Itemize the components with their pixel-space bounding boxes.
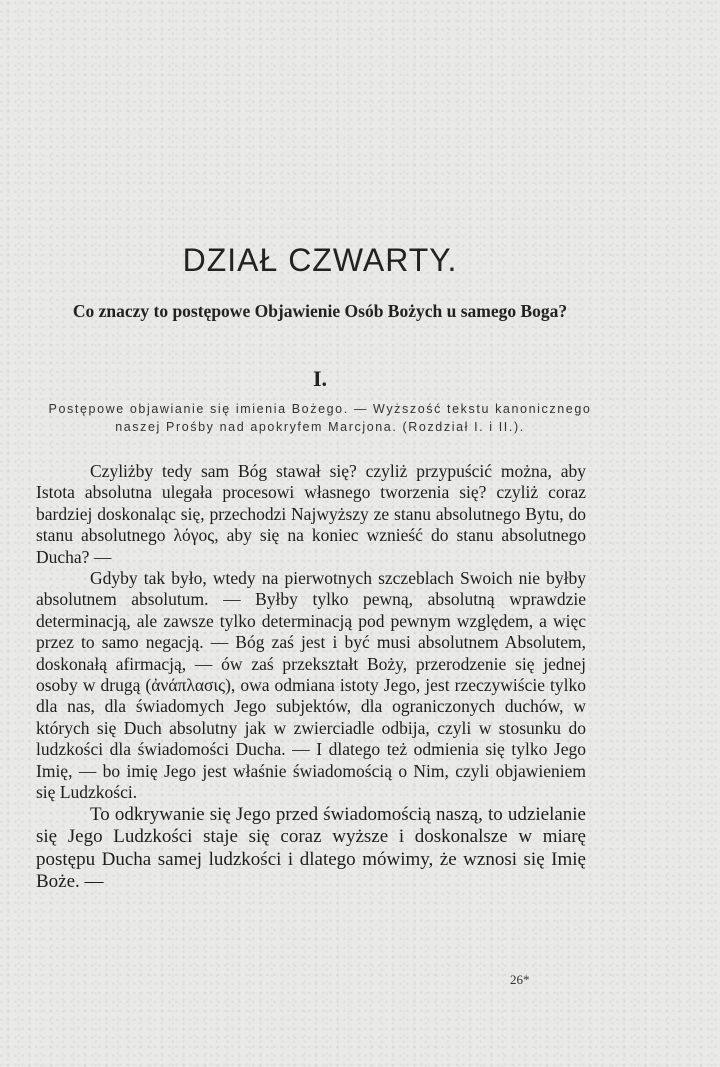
paragraph-3: To odkrywanie się Jego przed świadomością naszą, to udzielanie się Jego Ludzkości staje się coraz wyższe i doskonalsze w miarę postępu Ducha samej ludzkości i dlatego mówimy, że wznosi się Imię Boże. — [36, 803, 586, 892]
body-text [36, 461, 586, 894]
paragraph-1: Czyliżby tedy sam Bóg stawał się? czyliż przypuścić można, aby Istota absolutna ulegała procesowi własnego tworzenia się? czyliż coraz bardziej doskonaląc się, przechodzi Najwyższy ze stanu absolutnego Bytu, do stanu absolutnego λόγος, aby się na koniec wznieść do stanu absolutnego Ducha? — [36, 461, 586, 567]
chapter-question: Co znaczy to postępowe Objawienie Osób Bożych u samego Boga? [72, 301, 568, 321]
section-summary: Postępowe objawianie się imienia Bożego. — Wyższość tekstu kanonicznego naszej Prośby nad apokryfem Marcjona. (Rozdział I. i II.). [48, 402, 592, 434]
page-number: 26* [510, 972, 530, 987]
chapter-title: DZIAŁ CZWARTY. [182, 242, 458, 278]
paragraph-2: Gdyby tak było, wtedy na pierwotnych szczeblach Swoich nie byłby absolutnem absolutum. — Byłby tylko pewną, absolutną wprawdzie determinacją, ale zawsze tylko determinacją pod pewnym względem, a więc przez to samo negacją. — Bóg zaś jest i być musi absolutnem Absolutem, doskonałą afirmacją, — ów zaś przekształt Boży, przerodzenie się jednej osoby w drugą (ἀνάπλασις), owa odmiana istoty Jego, jest rzeczywiście tylko dla nas, dla świadomych Jego subjektów, dla ograniczonych duchów, w których się Duch absolutny jak w zwierciadle odbija, czyli w stosunku do ludzkości dla świadomości Ducha. — I dlatego też odmienia się tylko Jego Imię, — bo imię Jego jest właśnie świadomością o Nim, czyli objawieniem się Ludzkości. [36, 568, 586, 803]
section-numeral: I. [312, 366, 328, 391]
